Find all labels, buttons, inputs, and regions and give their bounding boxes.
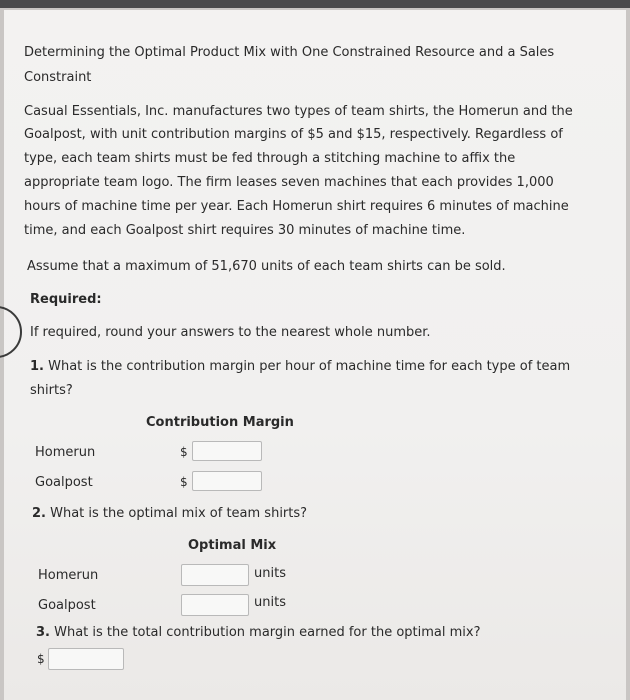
question-2-number: 2. (32, 506, 46, 521)
units-label: units (254, 566, 286, 581)
question-1-text: What is the contribution margin per hour of machine time for each type of team (48, 359, 571, 374)
title-line-2: Constraint (24, 70, 92, 85)
question-3 (36, 626, 481, 639)
goalpost-units-input[interactable] (181, 594, 249, 616)
rounding-note: If required, round your answers to the nearest whole number. (30, 325, 431, 340)
contribution-margin-header: Contribution Margin (146, 415, 294, 430)
currency-symbol: $ (180, 445, 188, 459)
problem-page (4, 10, 626, 700)
optimal-mix-header: Optimal Mix (188, 538, 277, 553)
homerun-label: Homerun (35, 445, 96, 460)
question-2 (32, 507, 307, 520)
goalpost-contribution-margin-input[interactable] (192, 471, 262, 491)
goalpost-label: Goalpost (38, 598, 96, 613)
question-2-text: What is the optimal mix of team shirts? (50, 506, 308, 521)
question-3-text: What is the total contribution margin earned for the optimal mix? (54, 625, 481, 640)
homerun-label: Homerun (38, 568, 99, 583)
circle-mark (0, 306, 22, 358)
question-1 (30, 360, 570, 373)
top-frame-bar (0, 0, 630, 8)
intro-line: type, each team shirts must be fed through a stitching machine to affix the (24, 151, 516, 166)
intro-line: time, and each Goalpost shirt requires 30 minutes of machine time. (24, 223, 466, 238)
units-label: units (254, 595, 286, 610)
homerun-contribution-margin-input[interactable] (192, 441, 262, 461)
intro-line: appropriate team logo. The firm leases seven machines that each provides 1,000 (24, 175, 554, 190)
intro-line: hours of machine time per year. Each Homerun shirt requires 6 minutes of machine (24, 199, 569, 214)
question-1-number: 1. (30, 359, 44, 374)
homerun-units-input[interactable] (181, 564, 249, 586)
question-1-text-cont: shirts? (30, 383, 73, 398)
goalpost-label: Goalpost (35, 475, 93, 490)
sales-assumption: Assume that a maximum of 51,670 units of each team shirts can be sold. (27, 259, 506, 274)
intro-line: Goalpost, with unit contribution margins of $5 and $15, respectively. Regardless of (24, 127, 563, 142)
total-contribution-margin-input[interactable] (48, 648, 124, 670)
required-heading: Required: (30, 292, 102, 307)
question-3-number: 3. (36, 625, 50, 640)
intro-line: Casual Essentials, Inc. manufactures two types of team shirts, the Homerun and the (24, 104, 573, 119)
currency-symbol: $ (37, 652, 45, 666)
title-line-1: Determining the Optimal Product Mix with One Constrained Resource and a Sales (24, 45, 555, 60)
currency-symbol: $ (180, 475, 188, 489)
